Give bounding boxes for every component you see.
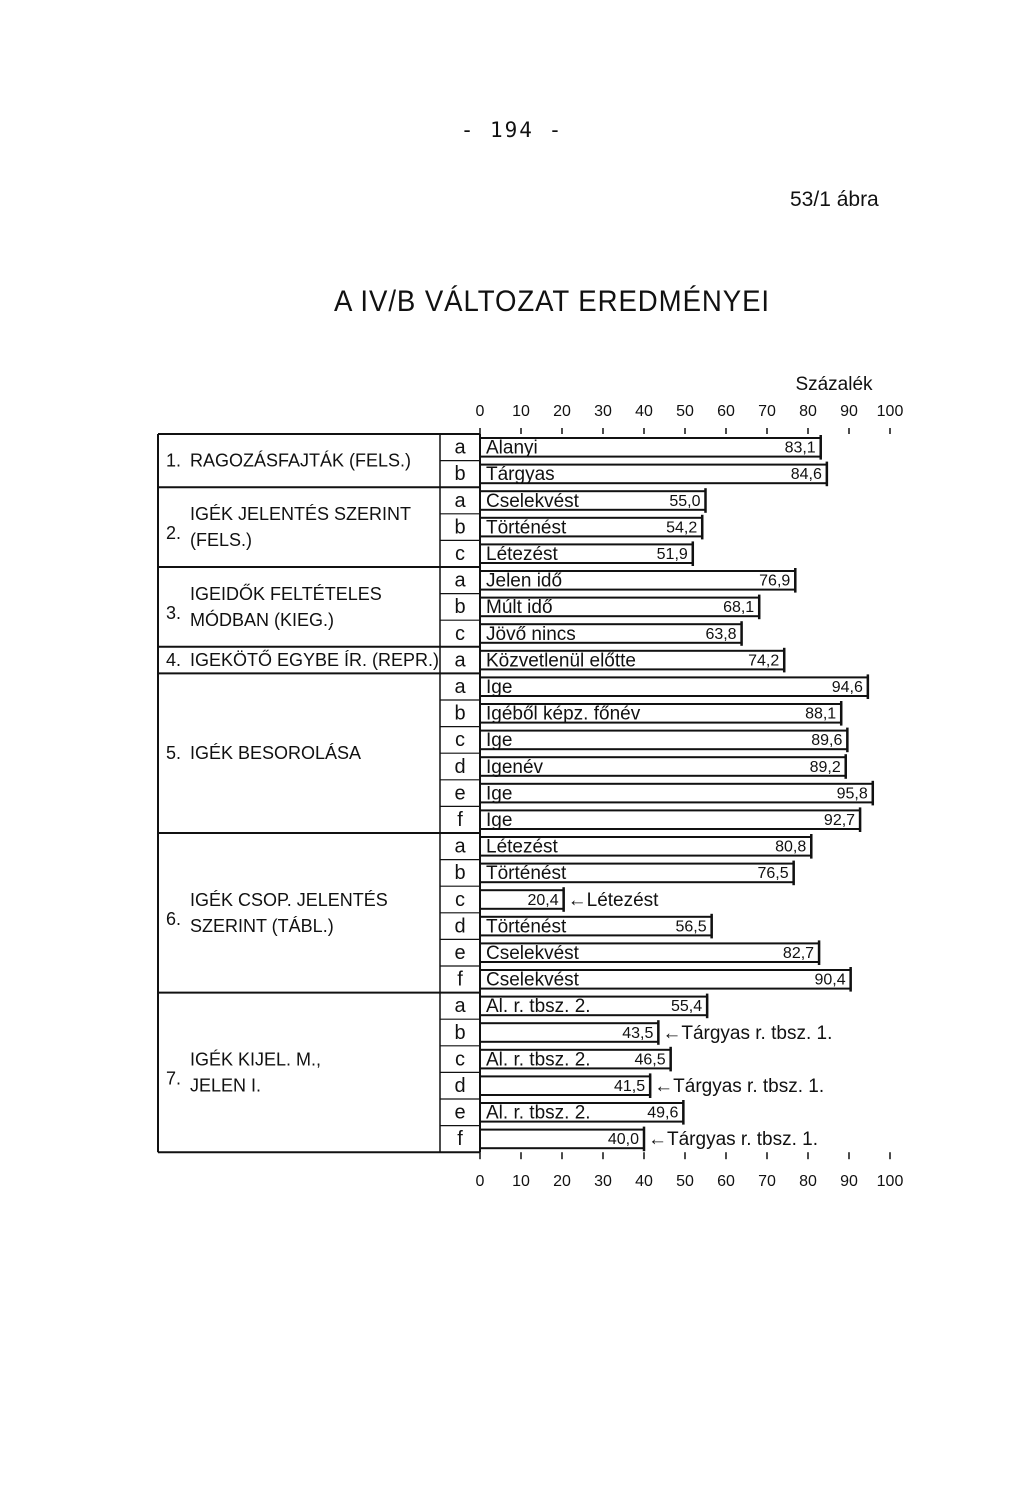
bar-category-label: Történést <box>486 517 567 539</box>
x-tick-label-bottom: 50 <box>676 1173 694 1191</box>
bar-category-label: Igenév <box>486 756 544 778</box>
group-label: IGÉK JELENTÉS SZERINT <box>190 504 412 525</box>
bar-category-label: Ige <box>486 730 513 752</box>
row-letter: a <box>454 489 466 512</box>
group-number: 1. <box>166 450 182 471</box>
bar-value-label: 43,5 <box>622 1024 654 1042</box>
bar-value-label: 46,5 <box>634 1051 666 1069</box>
bar <box>480 784 873 803</box>
row-letter: a <box>454 676 466 698</box>
bar-value-label: 76,9 <box>759 572 791 590</box>
page-number: - 194 - <box>460 118 564 142</box>
group-label: IGEIDŐK FELTÉTELES <box>190 583 382 604</box>
bar <box>480 677 868 696</box>
x-tick-label-bottom: 80 <box>799 1173 817 1191</box>
bar-value-label: 83,1 <box>784 439 816 457</box>
bar <box>480 810 860 829</box>
bar-value-label: 82,7 <box>782 945 815 962</box>
bar-value-label: 94,6 <box>831 679 863 696</box>
bar-value-label: 92,7 <box>823 812 856 829</box>
bar-category-label: Történést <box>486 916 567 938</box>
figure-label: 53/1 ábra <box>790 188 879 211</box>
bar-value-label: 51,9 <box>656 546 688 563</box>
x-tick-label-bottom: 60 <box>717 1173 735 1191</box>
bar-value-label: 95,8 <box>836 785 868 803</box>
group-label: IGEKÖTŐ EGYBE ÍR. (REPR.) <box>190 650 440 671</box>
group-label: IGÉK CSOP. JELENTÉS <box>190 889 388 910</box>
row-letter: b <box>454 1021 466 1044</box>
bar-category-label: Cselekvést <box>486 490 579 512</box>
bar-category-label: Ige <box>486 810 513 831</box>
bar-value-label: 89,6 <box>811 732 843 750</box>
group-label: IGÉK KIJEL. M., <box>190 1049 322 1070</box>
bar-value-label: 90,4 <box>814 971 846 989</box>
row-letter: a <box>454 436 466 459</box>
bar-value-label: 20,4 <box>527 891 559 909</box>
bar-category-label: Létezést <box>486 836 558 858</box>
row-letter: a <box>454 995 466 1018</box>
group-number: 4. <box>166 650 182 671</box>
bar-category-label: Ige <box>486 677 513 698</box>
bar-category-label: Közvetlenül előtte <box>486 650 636 672</box>
bar-value-label: 54,2 <box>666 519 698 537</box>
bar-category-label: Al. r. tbsz. 2. <box>486 1102 591 1124</box>
bar-category-label: Al. r. tbsz. 2. <box>486 996 591 1018</box>
bar-value-label: 76,5 <box>757 865 789 883</box>
bar-value-label: 40,0 <box>607 1131 639 1149</box>
x-tick-label-top: 90 <box>840 403 858 420</box>
x-tick-label-bottom: 30 <box>594 1173 612 1191</box>
bar-value-label: 49,6 <box>647 1104 679 1122</box>
x-tick-label-bottom: 100 <box>876 1173 904 1191</box>
row-letter: c <box>455 543 465 565</box>
row-letter: b <box>454 702 466 725</box>
bar-category-label: Cselekvést <box>486 969 579 991</box>
row-letter: e <box>454 942 466 964</box>
row-letter: f <box>457 968 463 991</box>
bar-category-label: Igéből képz. főnév <box>486 703 641 725</box>
group-label: RAGOZÁSFAJTÁK (FELS.) <box>190 450 412 471</box>
x-tick-label-bottom: 10 <box>512 1173 530 1191</box>
bar-value-label: 88,1 <box>805 705 837 723</box>
row-letter: b <box>454 596 466 619</box>
row-letter: e <box>454 782 466 805</box>
x-tick-label-top: 0 <box>475 403 485 420</box>
bar-value-label: 89,2 <box>809 758 841 776</box>
group-label: (FELS.) <box>190 530 253 551</box>
bar-category-label: Ige <box>486 783 513 805</box>
bar-value-label: 55,0 <box>669 492 701 510</box>
bar-category-label: Múlt idő <box>486 597 553 619</box>
group-label: MÓDBAN (KIEG.) <box>190 609 335 630</box>
x-tick-label-top: 40 <box>635 403 653 420</box>
row-letter: c <box>455 622 465 645</box>
bar-value-label: 56,5 <box>675 918 707 936</box>
row-letter: d <box>454 1075 466 1097</box>
row-letter: a <box>454 569 466 592</box>
x-tick-label-top: 30 <box>594 403 612 420</box>
bar-category-label: Jelen idő <box>486 570 563 592</box>
bar-category-label: Al. r. tbsz. 2. <box>486 1049 591 1071</box>
group-number: 3. <box>166 602 182 623</box>
bar <box>480 731 847 750</box>
group-label: SZERINT (TÁBL.) <box>190 915 334 936</box>
x-tick-label-top: 70 <box>758 403 776 420</box>
row-letter: b <box>454 463 466 486</box>
group-number: 6. <box>166 908 182 929</box>
row-letter: a <box>454 649 466 672</box>
x-tick-label-bottom: 90 <box>840 1173 858 1191</box>
bar-value-label: 74,2 <box>748 652 780 670</box>
x-tick-label-top: 20 <box>553 403 571 420</box>
row-letter: d <box>454 755 466 778</box>
row-letter: f <box>457 809 463 831</box>
row-letter: a <box>454 835 466 858</box>
x-tick-label-top: 10 <box>512 403 530 420</box>
row-letter: b <box>454 862 466 885</box>
bar-category-label: Cselekvést <box>486 943 579 964</box>
x-tick-label-bottom: 40 <box>635 1173 653 1191</box>
row-letter: f <box>457 1128 463 1151</box>
row-letter: c <box>455 729 465 752</box>
bar-side-label: ←Tárgyas r. tbsz. 1. <box>654 1076 825 1097</box>
bar-side-label: ←Létezést <box>567 889 659 911</box>
chart-title: A IV/B VÁLTOZAT EREDMÉNYEI <box>334 285 770 318</box>
bar-category-label: Történést <box>486 863 567 885</box>
group-label: IGÉK BESOROLÁSA <box>190 743 362 764</box>
x-tick-label-top: 80 <box>799 403 817 420</box>
group-number: 5. <box>166 743 182 764</box>
row-letter: e <box>454 1101 466 1124</box>
unit-label: Százalék <box>795 374 873 395</box>
row-letter: d <box>454 915 466 938</box>
bar-category-label: Létezést <box>486 544 558 565</box>
x-tick-label-top: 100 <box>876 403 904 420</box>
row-letter: b <box>454 516 466 539</box>
bar-side-label: ←Tárgyas r. tbsz. 1. <box>648 1129 818 1151</box>
bar-value-label: 63,8 <box>705 625 737 643</box>
x-tick-label-bottom: 0 <box>475 1173 485 1191</box>
group-number: 7. <box>166 1068 182 1089</box>
row-letter: c <box>455 1048 465 1071</box>
bar-category-label: Tárgyas <box>486 464 555 486</box>
x-tick-label-top: 50 <box>676 403 694 420</box>
bar-value-label: 84,6 <box>790 466 822 484</box>
bar-category-label: Alanyi <box>486 437 538 459</box>
bar-value-label: 80,8 <box>775 838 807 856</box>
row-letter: c <box>455 888 465 911</box>
group-number: 2. <box>166 523 182 544</box>
group-label: JELEN I. <box>190 1075 262 1096</box>
bar-side-label: ←Tárgyas r. tbsz. 1. <box>662 1022 833 1044</box>
bar-value-label: 41,5 <box>614 1078 646 1095</box>
x-tick-label-bottom: 20 <box>553 1173 571 1191</box>
x-tick-label-bottom: 70 <box>758 1173 776 1191</box>
bar-value-label: 68,1 <box>723 599 755 617</box>
x-tick-label-top: 60 <box>717 403 735 420</box>
bar-category-label: Jövő nincs <box>486 623 576 645</box>
bar-value-label: 55,4 <box>670 998 703 1016</box>
